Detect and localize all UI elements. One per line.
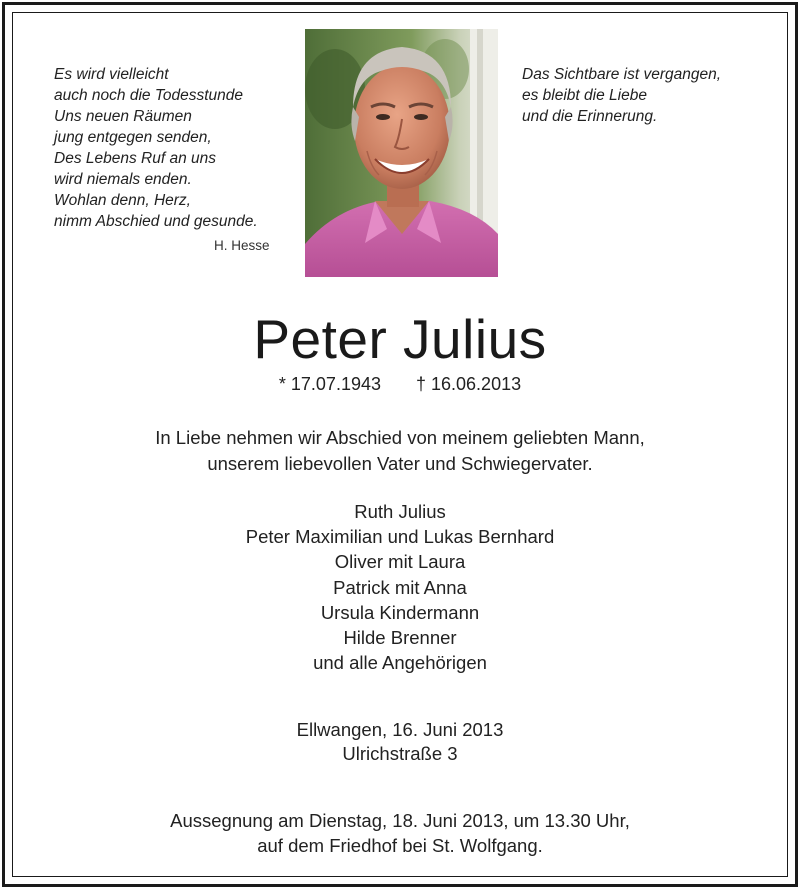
mourner-name: Peter Maximilian und Lukas Bernhard bbox=[245, 526, 555, 548]
poem-left-line: Es wird vielleicht bbox=[54, 66, 169, 83]
service-line: Aussegnung am Dienstag, 18. Juni 2013, um 13.30 Uhr, bbox=[170, 810, 630, 831]
mourner-name: Patrick mit Anna bbox=[333, 576, 467, 598]
poem-left bbox=[54, 64, 299, 232]
poem-author: H. Hesse bbox=[214, 238, 270, 253]
mourner-name: Oliver mit Laura bbox=[334, 551, 466, 573]
place-date-line: Ellwangen, 16. Juni 2013 bbox=[296, 719, 504, 740]
service-line: auf dem Friedhof bei St. Wolfgang. bbox=[257, 835, 543, 856]
poem-left-line: wird niemals enden. bbox=[54, 171, 192, 188]
poem-left-line: jung entgegen senden, bbox=[54, 129, 212, 146]
poem-left-line: nimm Abschied und gesunde. bbox=[54, 213, 258, 230]
deceased-name: Peter Julius bbox=[253, 308, 547, 370]
poem-right-line: und die Erinnerung. bbox=[522, 108, 658, 125]
poem-right bbox=[522, 64, 772, 127]
message-line: unserem liebevollen Vater und Schwiegervater. bbox=[207, 453, 593, 474]
death-date: † 16.06.2013 bbox=[416, 374, 522, 394]
poem-left-line: auch noch die Todesstunde bbox=[54, 87, 244, 104]
poem-right-line: es bleibt die Liebe bbox=[522, 87, 647, 104]
poem-left-line: Wohlan denn, Herz, bbox=[54, 192, 191, 209]
mourner-name: Ruth Julius bbox=[354, 501, 446, 522]
funeral-service-info bbox=[0, 808, 800, 858]
mourners-list bbox=[0, 499, 800, 675]
poem-right-line: Das Sichtbare ist vergangen, bbox=[522, 66, 722, 83]
portrait-illustration bbox=[305, 29, 498, 277]
life-dates bbox=[0, 373, 800, 395]
portrait-photo bbox=[305, 29, 498, 277]
mourner-name: Hilde Brenner bbox=[343, 627, 457, 649]
farewell-message bbox=[0, 425, 800, 477]
message-line: In Liebe nehmen wir Abschied von meinem geliebten Mann, bbox=[155, 427, 645, 448]
address-line: Ulrichstraße 3 bbox=[342, 743, 458, 764]
mourner-name: und alle Angehörigen bbox=[313, 652, 487, 674]
place-and-address bbox=[0, 718, 800, 766]
mourner-name: Ursula Kindermann bbox=[320, 601, 480, 623]
poem-left-line: Des Lebens Ruf an uns bbox=[54, 150, 216, 167]
poem-left-line: Uns neuen Räumen bbox=[54, 108, 192, 125]
birth-date: * 17.07.1943 bbox=[278, 374, 381, 394]
